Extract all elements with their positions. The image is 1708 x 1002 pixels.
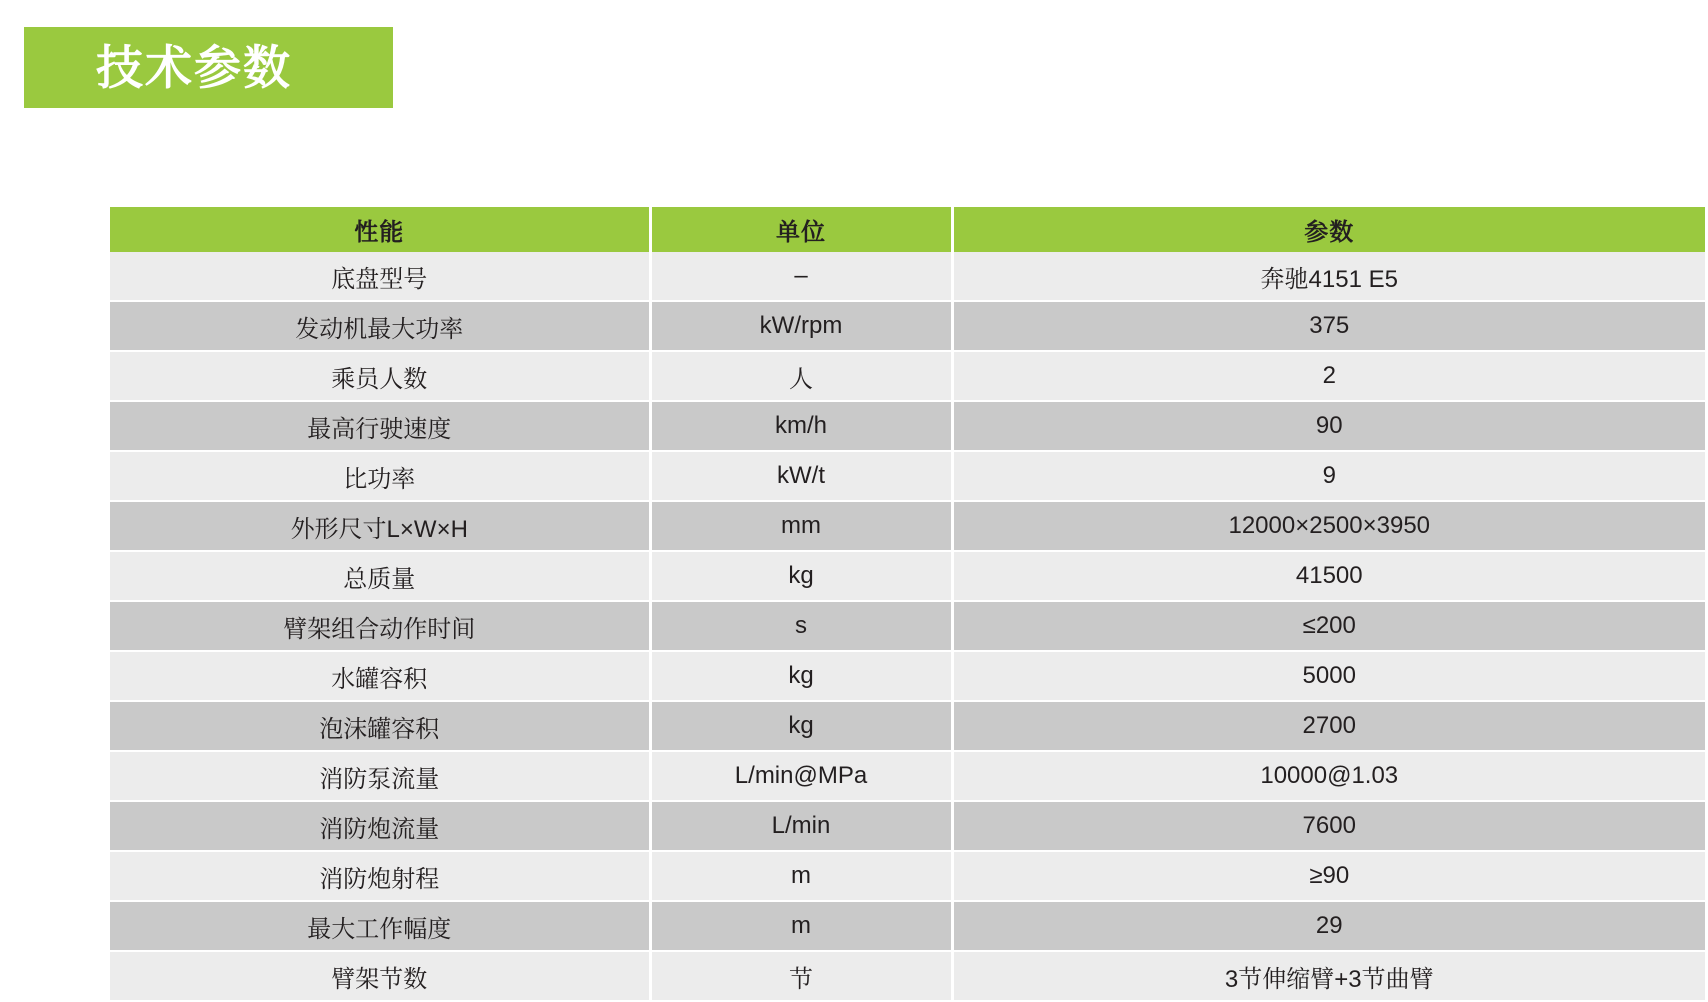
- cell-unit: L/min@MPa: [650, 751, 952, 801]
- cell-performance: 总质量: [110, 551, 650, 601]
- table-row: [110, 801, 1705, 851]
- table-header: [110, 207, 1705, 252]
- cell-parameter: 奔驰4151 E5: [952, 252, 1705, 301]
- cell-parameter: 3节伸缩臂+3节曲臂: [952, 951, 1705, 1001]
- cell-unit: kg: [650, 551, 952, 601]
- cell-parameter: 41500: [952, 551, 1705, 601]
- table-row: [110, 751, 1705, 801]
- cell-performance: 臂架节数: [110, 951, 650, 1001]
- column-header-performance: 性能: [110, 207, 650, 252]
- cell-performance: 乘员人数: [110, 351, 650, 401]
- table-row: [110, 651, 1705, 701]
- cell-unit: m: [650, 851, 952, 901]
- table-row: [110, 901, 1705, 951]
- cell-unit: s: [650, 601, 952, 651]
- cell-parameter: 9: [952, 451, 1705, 501]
- page-title: 技术参数: [96, 41, 292, 94]
- cell-performance: 水罐容积: [110, 651, 650, 701]
- table-row: [110, 301, 1705, 351]
- cell-unit: km/h: [650, 401, 952, 451]
- table-row: [110, 851, 1705, 901]
- table-row: [110, 701, 1705, 751]
- cell-parameter: 2: [952, 351, 1705, 401]
- cell-unit: kW/t: [650, 451, 952, 501]
- cell-parameter: 375: [952, 301, 1705, 351]
- cell-performance: 发动机最大功率: [110, 301, 650, 351]
- cell-performance: 消防炮流量: [110, 801, 650, 851]
- cell-parameter: 10000@1.03: [952, 751, 1705, 801]
- table-row: [110, 252, 1705, 301]
- cell-performance: 消防炮射程: [110, 851, 650, 901]
- table-row: [110, 951, 1705, 1001]
- cell-parameter: 12000×2500×3950: [952, 501, 1705, 551]
- cell-unit: 人: [650, 351, 952, 401]
- cell-performance: 比功率: [110, 451, 650, 501]
- cell-unit: L/min: [650, 801, 952, 851]
- cell-parameter: 2700: [952, 701, 1705, 751]
- cell-performance: 泡沫罐容积: [110, 701, 650, 751]
- cell-parameter: 5000: [952, 651, 1705, 701]
- table-row: [110, 551, 1705, 601]
- cell-performance: 最高行驶速度: [110, 401, 650, 451]
- cell-unit: –: [650, 252, 952, 301]
- specification-table-container: [110, 207, 1705, 1002]
- cell-parameter: 90: [952, 401, 1705, 451]
- cell-parameter: 29: [952, 901, 1705, 951]
- page-title-banner: [24, 27, 393, 108]
- table-body: [110, 252, 1705, 1001]
- cell-performance: 底盘型号: [110, 252, 650, 301]
- cell-performance: 臂架组合动作时间: [110, 601, 650, 651]
- column-header-parameter: 参数: [952, 207, 1705, 252]
- cell-parameter: ≤200: [952, 601, 1705, 651]
- cell-unit: mm: [650, 501, 952, 551]
- cell-unit: kW/rpm: [650, 301, 952, 351]
- table-header-row: [110, 207, 1705, 252]
- table-row: [110, 351, 1705, 401]
- table-row: [110, 401, 1705, 451]
- cell-unit: m: [650, 901, 952, 951]
- cell-unit: 节: [650, 951, 952, 1001]
- column-header-unit: 单位: [650, 207, 952, 252]
- specification-table: [110, 207, 1705, 1002]
- table-row: [110, 501, 1705, 551]
- cell-parameter: 7600: [952, 801, 1705, 851]
- table-row: [110, 451, 1705, 501]
- cell-parameter: ≥90: [952, 851, 1705, 901]
- cell-unit: kg: [650, 651, 952, 701]
- table-row: [110, 601, 1705, 651]
- cell-performance: 最大工作幅度: [110, 901, 650, 951]
- cell-performance: 外形尺寸L×W×H: [110, 501, 650, 551]
- cell-unit: kg: [650, 701, 952, 751]
- cell-performance: 消防泵流量: [110, 751, 650, 801]
